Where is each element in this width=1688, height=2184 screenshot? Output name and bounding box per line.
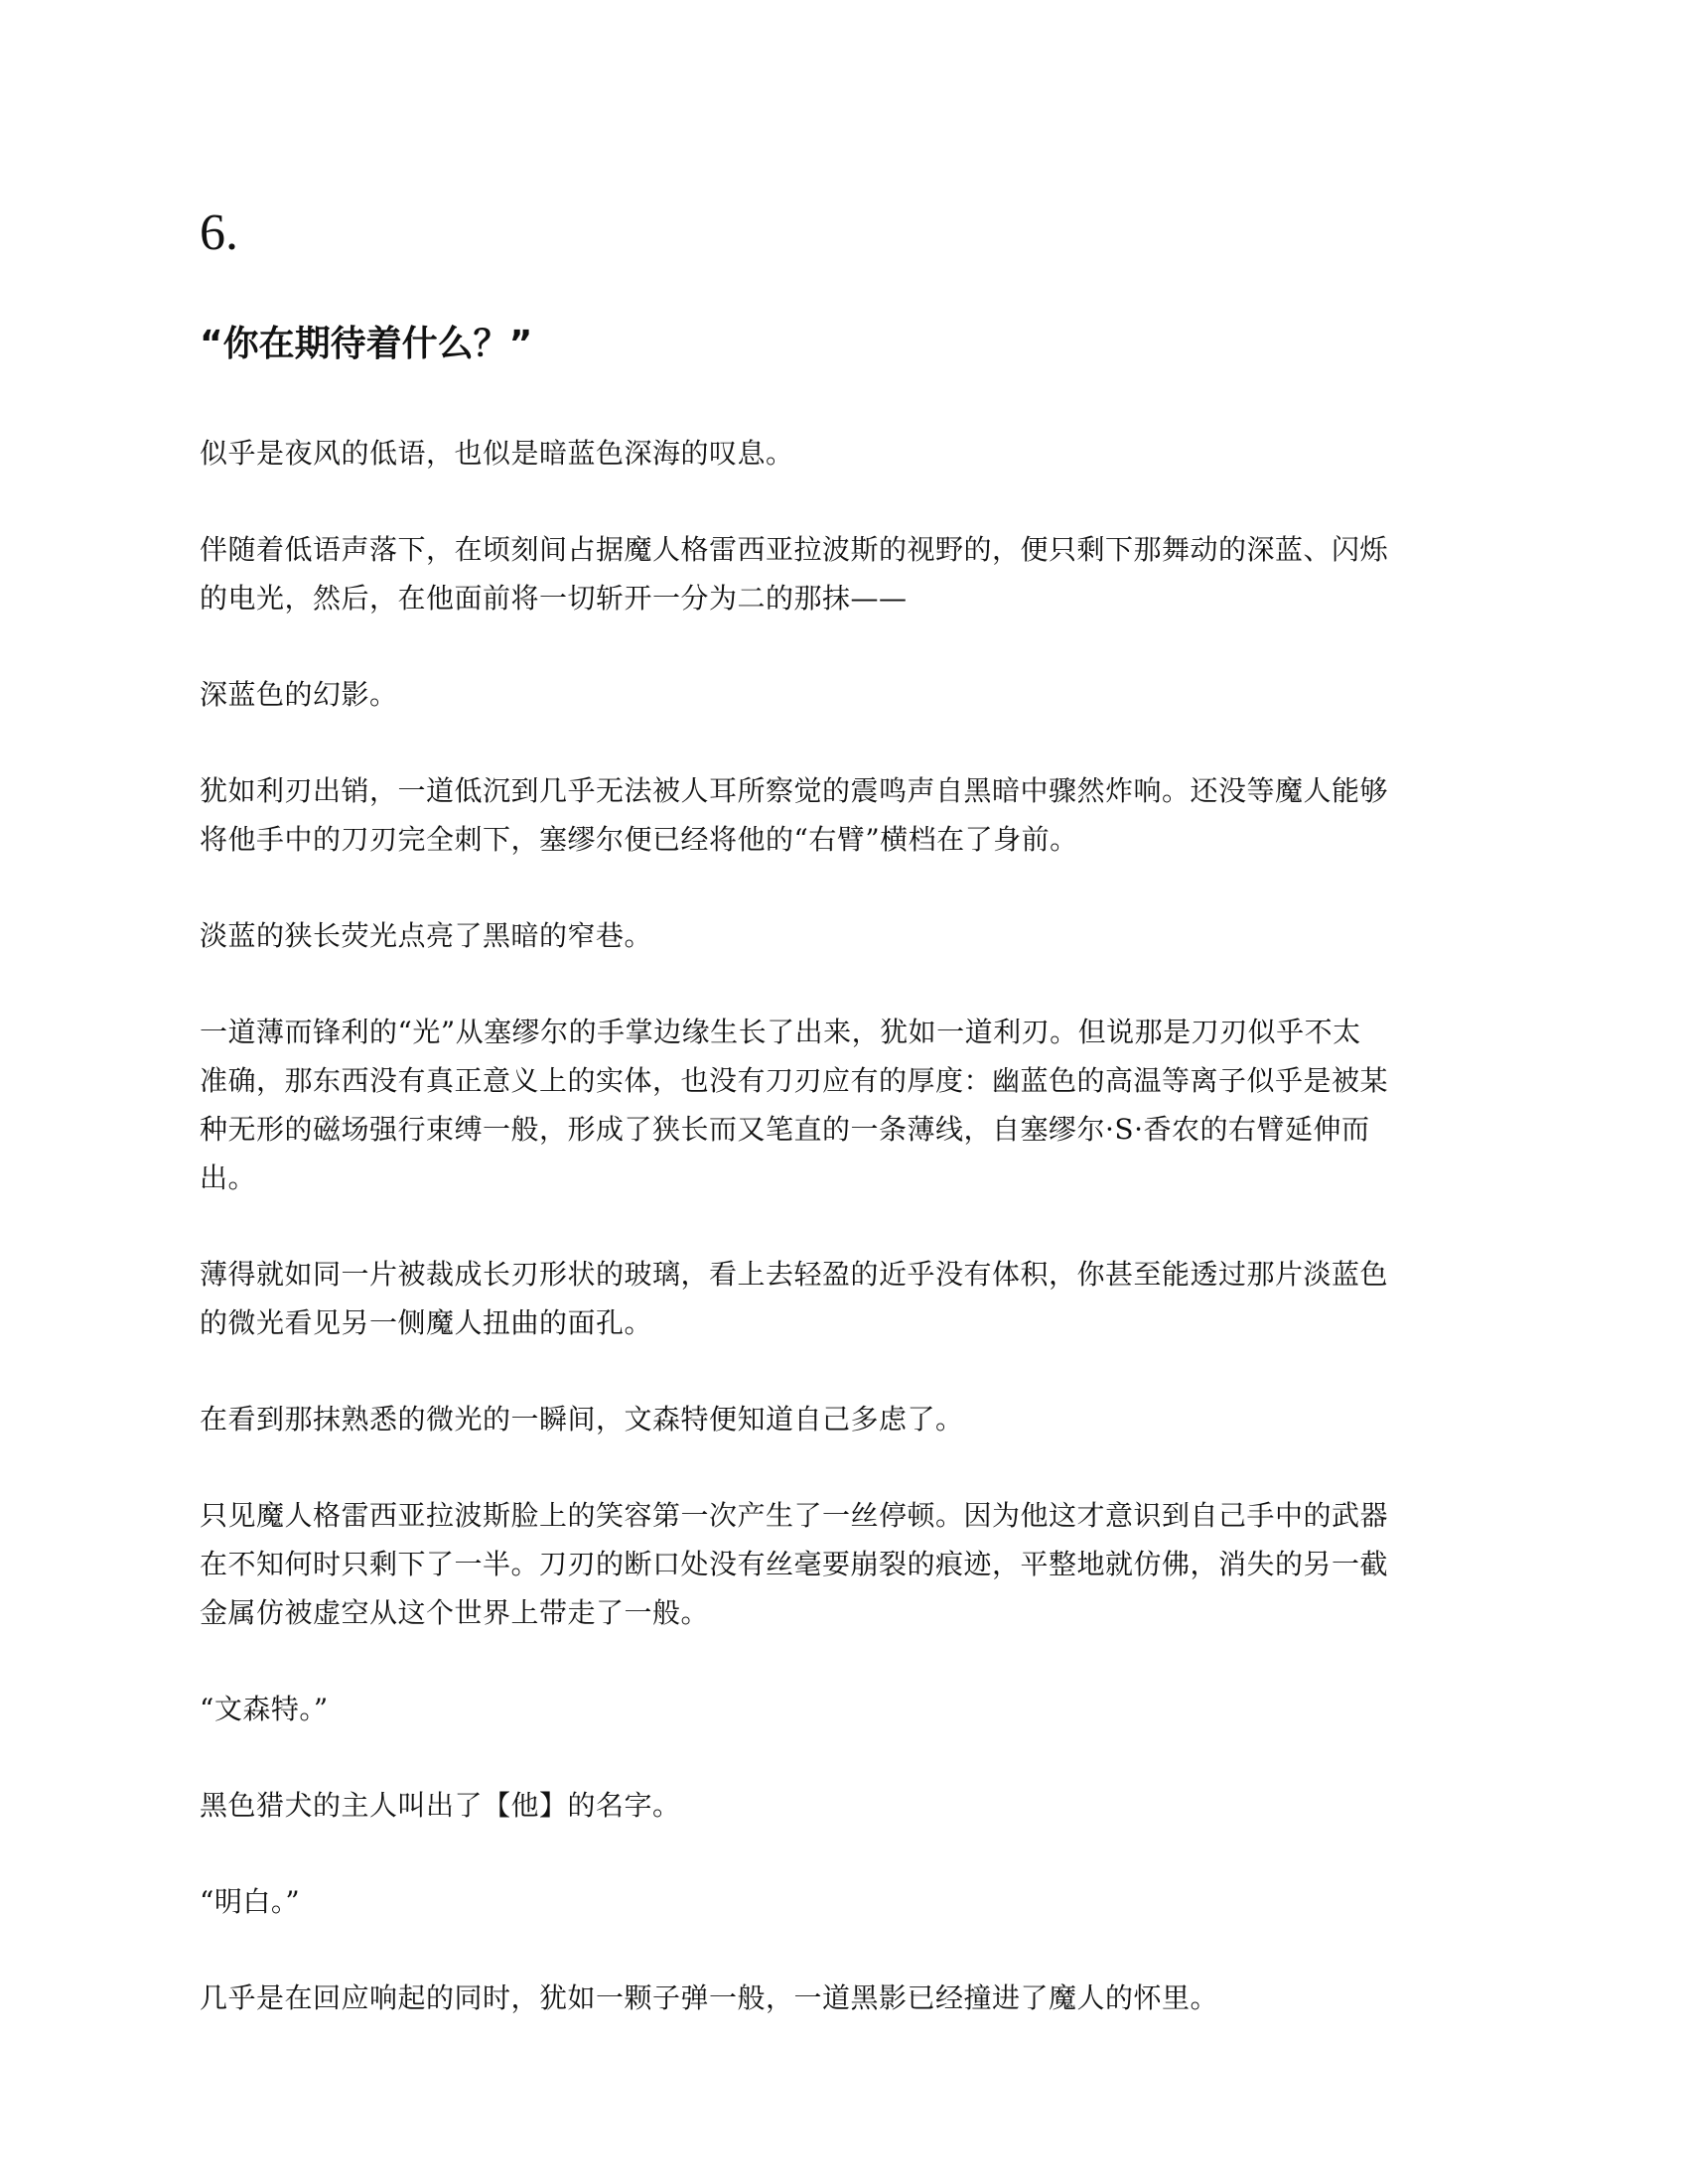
chapter-heading: “你在期待着什么？”	[200, 324, 533, 364]
paragraph-line: 伴随着低语声落下，在顷刻间占据魔人格雷西亚拉波斯的视野的，便只剩下那舞动的深蓝、闪烁	[200, 533, 1389, 566]
paragraph	[200, 1685, 1490, 1733]
paragraph	[200, 429, 1490, 478]
paragraph	[200, 1491, 1490, 1637]
document-page	[200, 0, 1490, 2184]
paragraph-line: 的电光，然后，在他面前将一切斩开一分为二的那抹——	[200, 582, 908, 614]
paragraph-line: “明白。”	[200, 1885, 301, 1918]
paragraph	[200, 766, 1490, 864]
paragraph-line: 淡蓝的狭长荧光点亮了黑暗的窄巷。	[200, 919, 653, 952]
paragraph-line: 一道薄而锋利的“光”从塞缪尔的手掌边缘生长了出来，犹如一道利刃。但说那是刀刃似乎不太	[200, 1016, 1361, 1048]
paragraph-line: 似乎是夜风的低语，也似是暗蓝色深海的叹息。	[200, 437, 794, 470]
paragraph	[200, 1974, 1490, 2022]
paragraph-line: 种无形的磁场强行束缚一般，形成了狭长而又笔直的一条薄线，自塞缪尔·S·香农的右臂延伸而	[200, 1113, 1370, 1146]
paragraph-line: 金属仿被虚空从这个世界上带走了一般。	[200, 1596, 710, 1629]
paragraph-line: 在不知何时只剩下了一半。刀刃的断口处没有丝毫要崩裂的痕迹，平整地就仿佛，消失的另一截	[200, 1548, 1389, 1580]
paragraph-line: 准确，那东西没有真正意义上的实体，也没有刀刃应有的厚度：幽蓝色的高温等离子似乎是被某	[200, 1064, 1389, 1097]
body-text	[200, 429, 1490, 2070]
paragraph	[200, 911, 1490, 960]
paragraph-line: 将他手中的刀刃完全刺下，塞缪尔便已经将他的“右臂”横档在了身前。	[200, 823, 1078, 856]
paragraph	[200, 1250, 1490, 1347]
paragraph	[200, 670, 1490, 719]
paragraph-line: 出。	[200, 1161, 257, 1194]
paragraph	[200, 1395, 1490, 1443]
paragraph	[200, 1008, 1490, 1202]
paragraph-line: 的微光看见另一侧魔人扭曲的面孔。	[200, 1306, 653, 1339]
paragraph-line: 犹如利刃出销，一道低沉到几乎无法被人耳所察觉的震鸣声自黑暗中骤然炸响。还没等魔人能够	[200, 774, 1389, 807]
paragraph-line: 只见魔人格雷西亚拉波斯脸上的笑容第一次产生了一丝停顿。因为他这才意识到自己手中的武器	[200, 1499, 1389, 1532]
paragraph-line: 几乎是在回应响起的同时，犹如一颗子弹一般，一道黑影已经撞进了魔人的怀里。	[200, 1981, 1219, 2014]
paragraph	[200, 525, 1490, 622]
paragraph	[200, 1877, 1490, 1926]
paragraph-line: 薄得就如同一片被裁成长刃形状的玻璃，看上去轻盈的近乎没有体积，你甚至能透过那片淡蓝色	[200, 1258, 1389, 1291]
chapter-number: 6.	[200, 205, 238, 261]
paragraph-line: 黑色猎犬的主人叫出了【他】的名字。	[200, 1789, 681, 1822]
paragraph-line: “文森特。”	[200, 1693, 329, 1725]
paragraph	[200, 1781, 1490, 1830]
paragraph-line: 深蓝色的幻影。	[200, 678, 398, 711]
paragraph-line: 在看到那抹熟悉的微光的一瞬间，文森特便知道自己多虑了。	[200, 1403, 964, 1435]
